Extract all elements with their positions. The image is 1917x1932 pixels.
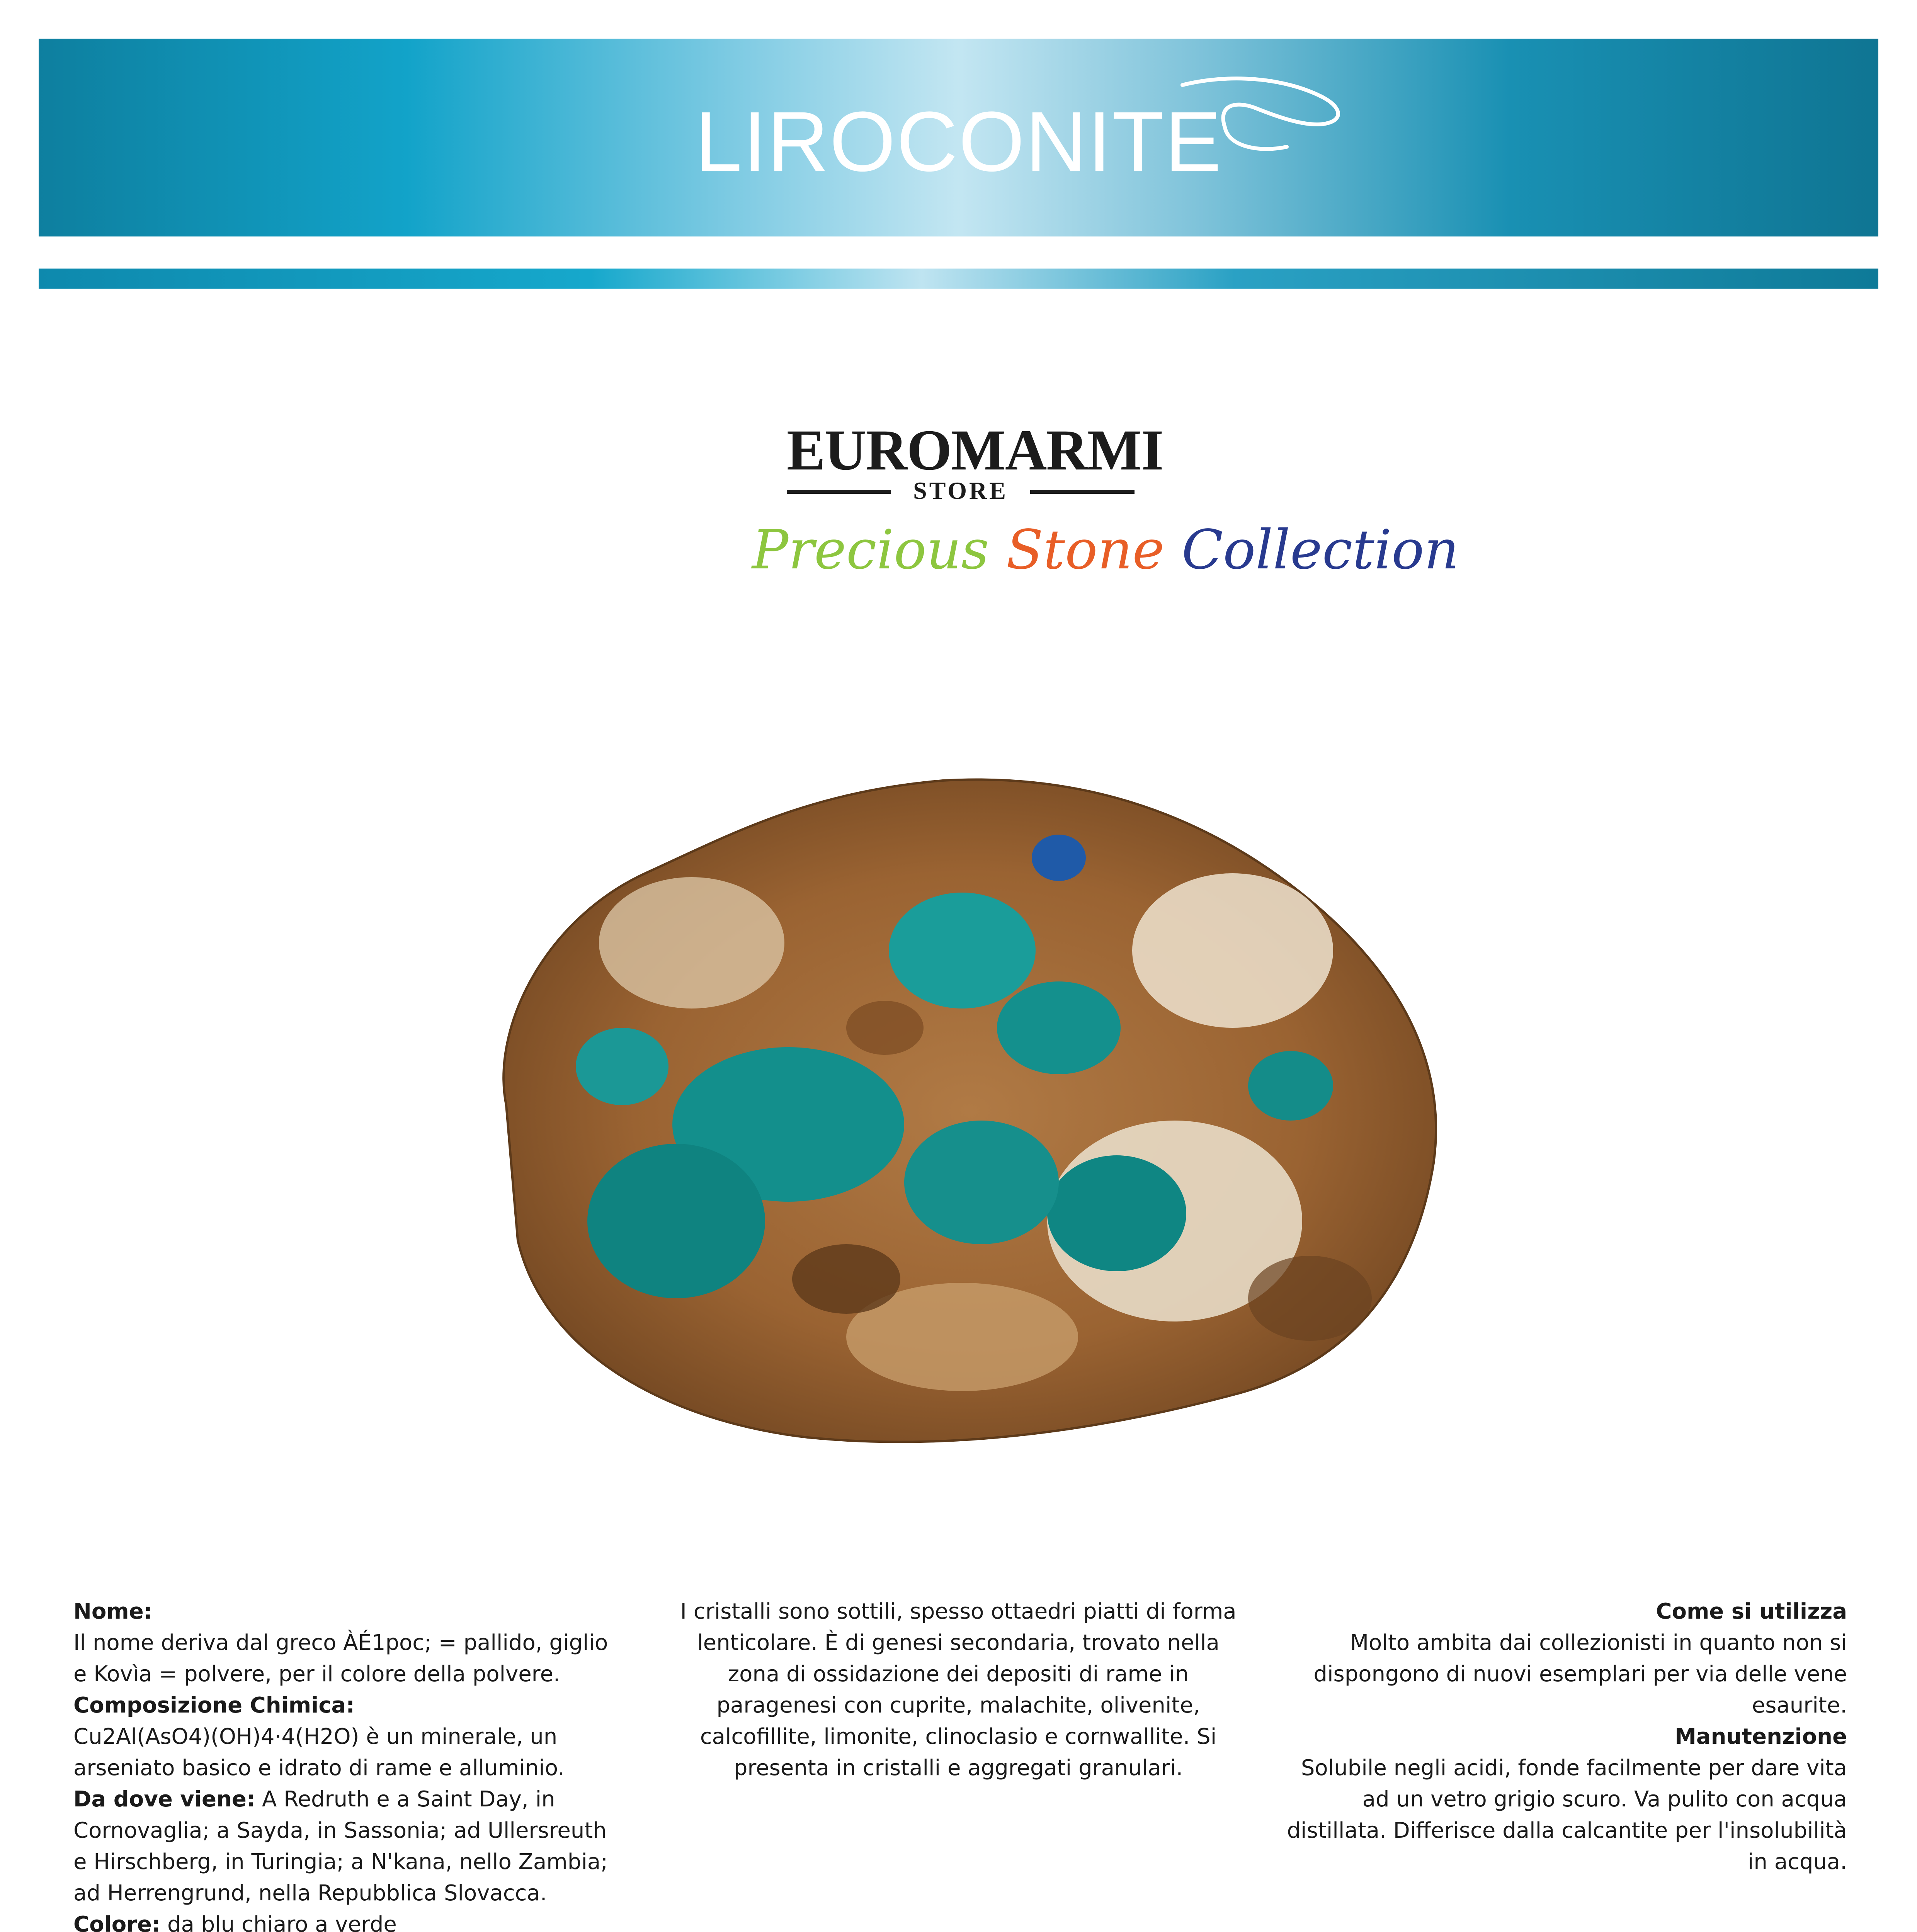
tagline-word-stone: Stone xyxy=(1006,519,1165,582)
manutenzione-label: Manutenzione xyxy=(1675,1724,1847,1749)
colore-text: da blu chiaro a verde xyxy=(160,1912,397,1932)
title-swirl-decoration xyxy=(1159,70,1352,166)
properties-column xyxy=(73,1596,622,1932)
logo-store-row xyxy=(787,479,1135,502)
header-banner xyxy=(39,39,1878,236)
logo-brand: EUROMARMI xyxy=(787,418,1163,482)
description-column xyxy=(672,1596,1244,1784)
nome-label: Nome: xyxy=(73,1599,153,1624)
provenienza-label: Da dove viene: xyxy=(73,1787,255,1812)
logo-tagline xyxy=(752,518,1459,583)
page-title: LIROCONITE xyxy=(695,94,1222,189)
colore-label: Colore: xyxy=(73,1912,161,1932)
nome-text: Il nome deriva dal greco ÀÉ1poc; = pallido, giglio e Kovìa = polvere, per il colore della polvere. xyxy=(73,1630,608,1687)
header-accent-bar xyxy=(39,269,1878,289)
store-logo xyxy=(752,418,1459,595)
provenienza-text: A Redruth e a Saint Day, in Cornovaglia; a Sayda, in Sassonia; ad Ullersreuth e Hirschberg, in Turingia; a N'kana, nello Zambia; ad Herrengrund, nella Repubblica Slovacca. xyxy=(73,1787,608,1906)
logo-store-label: STORE xyxy=(913,477,1008,504)
composizione-text: Cu2Al(AsO4)(OH)4·4(H2O) è un minerale, un arseniato basico e idrato di rame e alluminio. xyxy=(73,1724,565,1781)
uso-label: Come si utilizza xyxy=(1656,1599,1847,1624)
usage-column xyxy=(1267,1596,1847,1878)
mineral-image xyxy=(460,757,1457,1472)
composizione-label: Composizione Chimica: xyxy=(73,1693,355,1718)
uso-text: Molto ambita dai collezionisti in quanto non si dispongono di nuovi esemplari per via delle vene esaurite. xyxy=(1313,1630,1847,1718)
manutenzione-text: Solubile negli acidi, fonde facilmente per dare vita ad un vetro grigio scuro. Va pulito con acqua distillata. Differisce dalla calcantite per l'insolubilità in acqua. xyxy=(1287,1755,1847,1874)
description-text: I cristalli sono sottili, spesso ottaedri piatti di forma lenticolare. È di genesi secondaria, trovato nella zona di ossidazione dei depositi di rame in paragenesi con cuprite, malachite, olivenite, calcofillite, limonite, clinoclasio e cornwallite. Si presenta in cristalli e aggregati granulari. xyxy=(680,1599,1237,1781)
tagline-word-collection: Collection xyxy=(1181,519,1459,582)
tagline-word-precious: Precious xyxy=(752,519,989,582)
